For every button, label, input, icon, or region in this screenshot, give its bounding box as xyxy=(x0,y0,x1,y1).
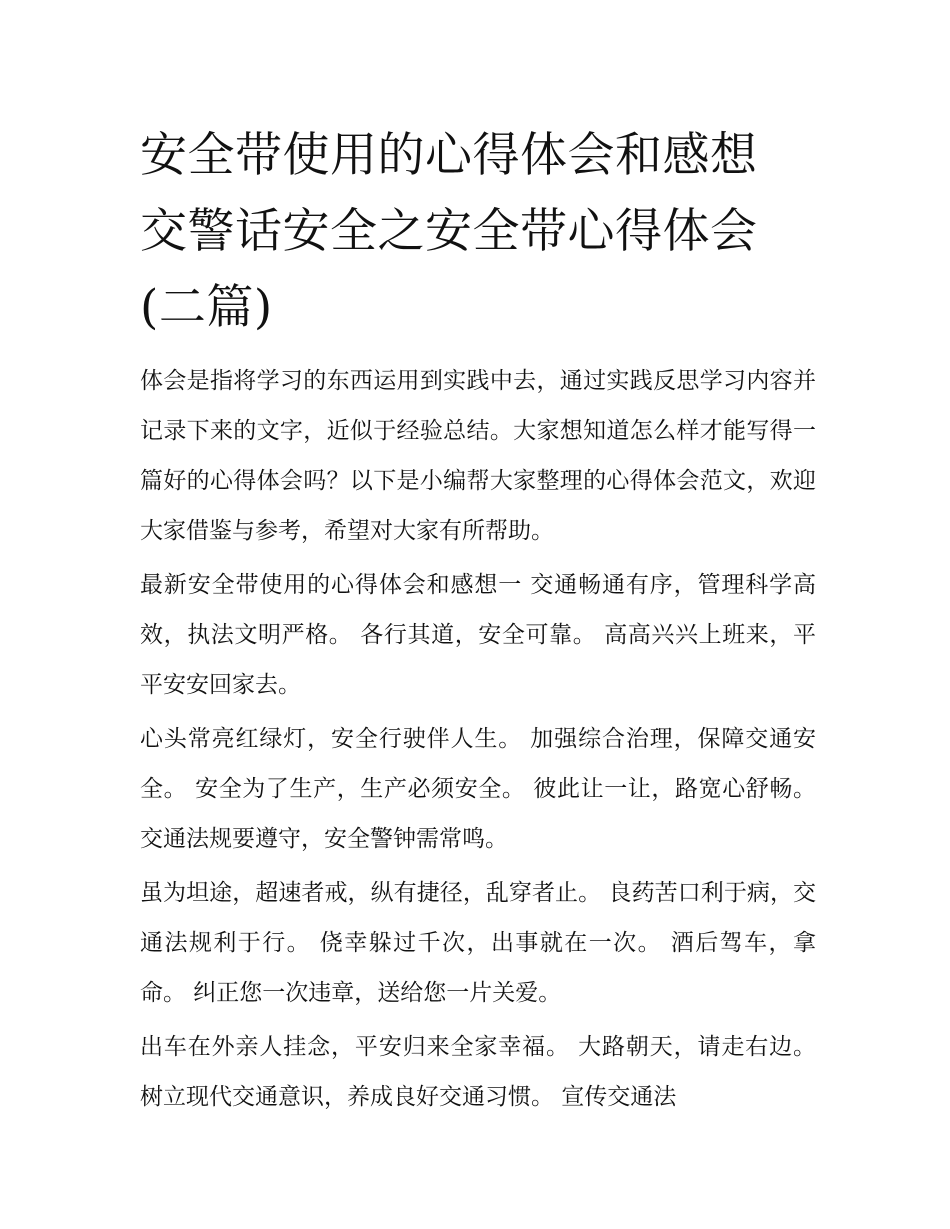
paragraph-slogans-1: 最新安全带使用的心得体会和感想一 交通畅通有序，管理科学高效，执法文明严格。 各行其道，安全可靠。 高高兴兴上班来，平平安安回家去。 xyxy=(140,572,816,698)
paragraph-intro: 体会是指将学习的东西运用到实践中去，通过实践反思学习内容并记录下来的文字，近似于经验总结。大家想知道怎么样才能写得一篇好的心得体会吗？以下是小编帮大家整理的心得体会范文，欢迎大家借鉴与参考，希望对大家有所帮助。 xyxy=(140,368,816,544)
title-line-2: 交警话安全之安全带心得体会 xyxy=(140,204,758,259)
document-body xyxy=(140,356,816,1122)
title-line-3: (二篇) xyxy=(140,280,273,335)
document-page xyxy=(140,118,816,1126)
paragraph-slogans-2: 心头常亮红绿灯，安全行驶伴人生。 加强综合治理，保障交通安全。 安全为了生产，生产必须安全。 彼此让一让，路宽心舒畅。 交通法规要遵守，安全警钟需常鸣。 xyxy=(140,726,816,852)
document-title xyxy=(140,118,816,346)
title-line-1: 安全带使用的心得体会和感想 xyxy=(140,128,758,183)
paragraph-slogans-4: 出车在外亲人挂念，平安归来全家幸福。 大路朝天，请走右边。 树立现代交通意识，养成良好交通习惯。 宣传交通法 xyxy=(140,1034,816,1110)
paragraph-slogans-3: 虽为坦途，超速者戒，纵有捷径，乱穿者止。 良药苦口利于病，交通法规利于行。 侥幸躲过千次，出事就在一次。 酒后驾车，拿命。 纠正您一次违章，送给您一片关爱。 xyxy=(140,880,816,1006)
